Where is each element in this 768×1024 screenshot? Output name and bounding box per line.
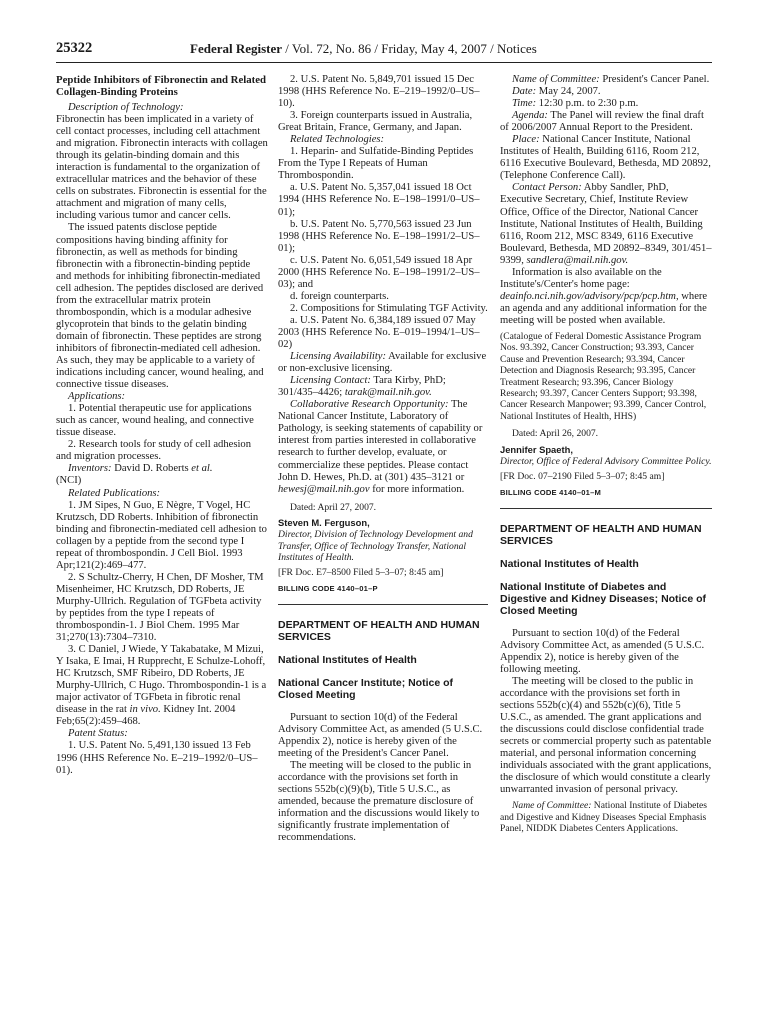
billing-code: BILLING CODE 4140–01–P: [278, 583, 378, 593]
related-tech-subitem: b. U.S. Patent No. 5,770,563 issued 23 Jun 1998 (HHS Reference No. E–198–1991/2–US–01);: [278, 218, 480, 254]
notice-body-paragraph: The meeting will be closed to the public in accordance with the provisions set forth in sections 552b(c)(9)(b), Title 5 U.S.C., as amended, because the premature disclosure of information and the discussions would likely to significantly frustrate implementation of recommendations.: [278, 759, 480, 844]
notice-body-paragraph: Pursuant to section 10(d) of the Federal Advisory Committee Act, as amended (5 U.S.C. Appendix 2), notice is hereby given of the following meeting.: [500, 627, 705, 675]
related-tech-subitem: d. foreign counterparts.: [290, 290, 389, 302]
page-header: [56, 40, 712, 63]
meeting-agenda: Agenda: The Panel will review the final draft of 2006/2007 Annual Report to the President.: [500, 110, 704, 134]
licensing-contact: Licensing Contact: Tara Kirby, PhD; 301/435–4426; tarak@mail.nih.gov.: [278, 375, 446, 399]
related-tech-subitem: c. U.S. Patent No. 6,051,549 issued 18 Apr 2000 (HHS Reference No. E–198–1991/2–US–03); and: [278, 254, 480, 290]
column-1: [56, 74, 268, 777]
related-tech-item: 2. Compositions for Stimulating TGF Activity.: [290, 302, 488, 314]
meeting-date: Date: May 24, 2007.: [512, 86, 601, 98]
publication-item: 3. C Daniel, J Wiede, Y Takabatake, M Mizui, Y Isaka, E Imai, H Rupprecht, E Schulze-Lohoff, HC Krutzsch, SMF Ribeiro, DD Roberts, JE Murphy-Ullrich, C Hugo. Thrombospondin-1 is a major activator of TGFbeta in fibrotic renal disease in the rat in vivo. Kidney Int. 2004 Feb;65(2):459–468.: [56, 644, 267, 728]
dated-line: Dated: April 26, 2007.: [512, 428, 599, 440]
committee-name: Name of Committee: President's Cancer Panel.: [512, 74, 710, 85]
description-paragraph-1: Fibronectin has been implicated in a variety of cell contact processes, including cell attachment and migration. Fibronectin interacts with collagen through its gelatin-binding domain and this interaction is fundamental to the organization of extracellular matrices and the behavior of these cells on substrates. Fibronectin is essential for the attachment and migration of many cells, including various tumor and cancer cells.: [56, 114, 268, 222]
section-divider: [278, 604, 488, 605]
info-paragraph: Information is also available on the Institute's/Center's home page: deainfo.nci.nih.gov/advisory/pcp/pcp.htm, where an agenda and any additional information for the meeting will be posted when available.: [500, 266, 708, 326]
section-divider: [500, 508, 712, 509]
collaborative-research: Collaborative Research Opportunity: The National Cancer Institute, Laboratory of Pathology, is seeking statements of capability or interest from parties interested in collaborative research to further develop, evaluate, or commercialize these peptides. Please contact John D. Hewes, Ph.D. at (301) 435–3121 or hewesj@mail.nih.gov for more information.: [278, 399, 483, 495]
agency-heading: National Institutes of Health: [278, 653, 417, 666]
inventors-line: Inventors: David D. Roberts et al.: [68, 463, 213, 475]
agency-heading: National Institutes of Health: [500, 557, 639, 570]
related-tech-subitem: a. U.S. Patent No. 5,357,041 issued 18 Oct 1994 (HHS Reference No. E–198–1991/0–US–01);: [278, 182, 480, 218]
applications-label: Applications:: [68, 391, 126, 403]
issue-info: / Vol. 72, No. 86 / Friday, May 4, 2007 / Notices: [282, 41, 537, 56]
column-3: [500, 74, 712, 834]
journal-name: Federal Register: [190, 41, 283, 56]
notice-title: National Cancer Institute; Notice of Closed Meeting: [278, 676, 454, 701]
homepage-link[interactable]: deainfo.nci.nih.gov/advisory/pcp/pcp.htm,: [500, 290, 679, 302]
contact-email-link[interactable]: sandlera@mail.nih.gov.: [526, 254, 629, 266]
contact-person: Contact Person: Abby Sandler, PhD, Executive Secretary, Chief, Institute Review Office, Office of the Director, National Cancer Institute, National Institutes of Health, Building 6116, Room 212, MSC 8349, 6116 Executive Boulevard, Bethesda, MD 20892–8349, 301/451–9399, sandlera@mail.nih.gov.: [500, 182, 712, 266]
collab-email-link[interactable]: hewesj@mail.nih.gov: [278, 483, 370, 495]
related-tech-subitem: a. U.S. Patent No. 6,384,189 issued 07 May 2003 (HHS Reference No. E–019–1994/1–US–02): [278, 314, 480, 351]
signer-title: Director, Office of Federal Advisory Committee Policy.: [500, 455, 712, 467]
inventors-affiliation: (NCI): [56, 475, 82, 487]
signer-name: Jennifer Spaeth,: [500, 443, 573, 455]
column-2: [278, 74, 488, 844]
licensing-availability: Licensing Availability: Available for exclusive or non-exclusive licensing.: [278, 351, 487, 375]
related-tech-item: 1. Heparin- and Sulfatide-Binding Peptides From the Type I Repeats of Human Thrombospondin.: [278, 146, 474, 182]
publication-item: 2. S Schultz-Cherry, H Chen, DF Mosher, TM Misenheimer, HC Krutzsch, DD Roberts, JE Murphy-Ullrich. Regulation of TGFbeta activity by peptides from the type I repeats of thrombospondin-1. J Biol Chem. 1995 Mar 31;270(13):7304–7310.: [56, 571, 264, 644]
contact-email-link[interactable]: tarak@mail.nih.gov.: [344, 387, 432, 399]
application-item: 1. Potential therapeutic use for applications such as cancer, wound healing, and connective tissue disease.: [56, 403, 254, 439]
fr-doc-line: [FR Doc. E7–8500 Filed 5–3–07; 8:45 am]: [278, 567, 444, 579]
patent-item: 1. U.S. Patent No. 5,491,130 issued 13 Feb 1996 (HHS Reference No. E–219–1992/0–US–01).: [56, 740, 258, 776]
description-paragraph-2: The issued patents disclose peptide compositions having binding affinity for fibronectin, as well as methods for binding fibronectin with a fibronectin-binding peptide and methods for inhibiting fibronectin-mediated cell adhesion. The peptides disclosed are derived from the extracellular matrix protein thrombospondin, which is a modular adhesive glycoprotein that binds to the gelatin binding domain of fibronectin. These peptides are strong inhibitors of fibronectin-mediated cell adhesion. As such, they may be applicable to a variety of indications including cancer, wound healing, and connective tissue diseases.: [56, 222, 264, 391]
fr-doc-line: [FR Doc. 07–2190 Filed 5–3–07; 8:45 am]: [500, 471, 665, 483]
notice-title: National Institute of Diabetes and Digestive and Kidney Diseases; Notice of Closed Meeting: [500, 580, 706, 617]
notice-body-paragraph: Pursuant to section 10(d) of the Federal Advisory Committee Act, as amended (5 U.S.C. Appendix 2), notice is hereby given of the meeting of the President's Cancer Panel.: [278, 711, 483, 759]
signer-title: Director, Division of Technology Development and Transfer, Office of Technology Transfer, National Institutes of Health.: [278, 529, 473, 563]
dated-line: Dated: April 27, 2007.: [290, 501, 377, 513]
committee-name-2: Name of Committee: National Institute of Diabetes and Digestive and Kidney Diseases Special Emphasis Panel, NIDDK Diabetes Centers Applications.: [500, 800, 708, 835]
application-item: 2. Research tools for study of cell adhesion and migration processes.: [56, 439, 251, 463]
notice-body-paragraph: The meeting will be closed to the public in accordance with the provisions set forth in sections 552b(c)(4) and 552b(c)(6), Title 5 U.S.C., as amended. The grant applications and the discussions could disclose confidential trade secrets or commercial property such as patentable material, and personal information concerning individuals associated with the grant applications, the disclosure of which would constitute a clearly unwarranted invasion of personal privacy.: [500, 675, 712, 796]
meeting-time: Time: 12:30 p.m. to 2:30 p.m.: [512, 98, 639, 110]
patent-item: 3. Foreign counterparts issued in Australia, Great Britain, France, Germany, and Japan.: [278, 110, 473, 134]
related-tech-label: Related Technologies:: [290, 134, 385, 146]
patent-item: 2. U.S. Patent No. 5,849,701 issued 15 Dec 1998 (HHS Reference No. E–219–1992/0–US–10).: [278, 74, 480, 110]
signer-name: Steven M. Ferguson,: [278, 517, 370, 529]
patent-status-label: Patent Status:: [68, 728, 128, 740]
description-label: Description of Technology:: [68, 102, 184, 113]
department-heading: DEPARTMENT OF HEALTH AND HUMAN SERVICES: [500, 522, 702, 547]
meeting-place: Place: National Cancer Institute, National Institutes of Health, Building 6116, Room 212, 6116 Executive Boulevard, Bethesda, MD 20892, (Telephone Conference Call).: [500, 134, 711, 182]
department-heading: DEPARTMENT OF HEALTH AND HUMAN SERVICES: [278, 618, 480, 643]
publication-item: 1. JM Sipes, N Guo, E Nègre, T Vogel, HC Krutzsch, DD Roberts. Inhibition of fibronectin binding and fibronectin-mediated cell adhesion to collagen by a peptide from the second type I repeat of thrombospondin. J Cell Biol. 1993 Apr;121(2):469–477.: [56, 499, 267, 571]
article-title: Peptide Inhibitors of Fibronectin and Related Collagen-Binding Proteins: [56, 74, 267, 98]
publications-label: Related Publications:: [68, 487, 161, 499]
catalog-note: (Catalogue of Federal Domestic Assistance Program Nos. 93.392, Cancer Construction; 93.393, Cancer Cause and Prevention Research; 93.394, Cancer Detection and Diagnosis Research; 93.395, Cancer Treatment Research; 93.396, Cancer Biology Research; 93.397, Cancer Centers Support; 93.398, Cancer Research Manpower; 93.399, Cancer Control, National Institutes of Health, HHS): [500, 330, 707, 422]
running-head: [190, 41, 537, 57]
page-number: 25322: [56, 40, 93, 56]
billing-code: BILLING CODE 4140–01–M: [500, 487, 602, 497]
